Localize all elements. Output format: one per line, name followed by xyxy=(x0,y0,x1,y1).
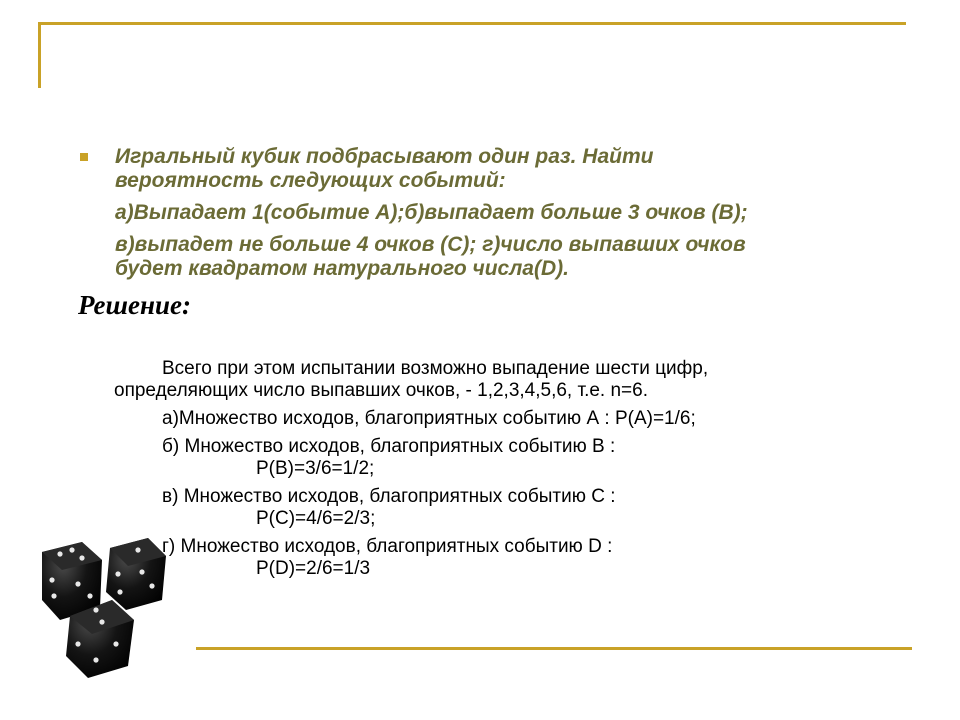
solution-heading: Решение: xyxy=(78,290,191,320)
left-divider-line xyxy=(38,22,41,88)
solution-line: Р(С)=4/6=2/3; xyxy=(256,508,376,529)
solution-line: г) Множество исходов, благоприятных событию D : xyxy=(162,536,613,557)
die-icon xyxy=(106,538,166,610)
solution-line: а)Множество исходов, благоприятных событию А : Р(А)=1/6; xyxy=(162,408,696,429)
bottom-divider-line xyxy=(196,647,912,650)
dice-image xyxy=(30,530,180,680)
solution-line: в) Множество исходов, благоприятных событию С : xyxy=(162,486,616,507)
solution-line: Всего при этом испытании возможно выпадение шести цифр, xyxy=(162,358,709,379)
task-line: Игральный кубик подбрасывают один раз. Найти xyxy=(115,145,654,168)
task-line: будет квадратом натурального числа(D). xyxy=(115,257,569,280)
task-line: в)выпадет не больше 4 очков (С); г)число выпавших очков xyxy=(115,233,746,256)
solution-line: определяющих число выпавших очков, - 1,2,3,4,5,6, т.е. n=6. xyxy=(114,380,648,401)
solution-line: Р(D)=2/6=1/3 xyxy=(256,558,371,579)
top-divider-line xyxy=(40,22,906,25)
task-line: вероятность следующих событий: xyxy=(115,169,506,192)
task-line: а)Выпадает 1(событие А);б)выпадает больше 3 очков (В); xyxy=(115,201,748,224)
bullet-icon xyxy=(80,153,88,161)
solution-line: б) Множество исходов, благоприятных событию В : xyxy=(162,436,616,457)
task-text xyxy=(115,145,945,281)
solution-line: Р(В)=3/6=1/2; xyxy=(256,458,375,479)
